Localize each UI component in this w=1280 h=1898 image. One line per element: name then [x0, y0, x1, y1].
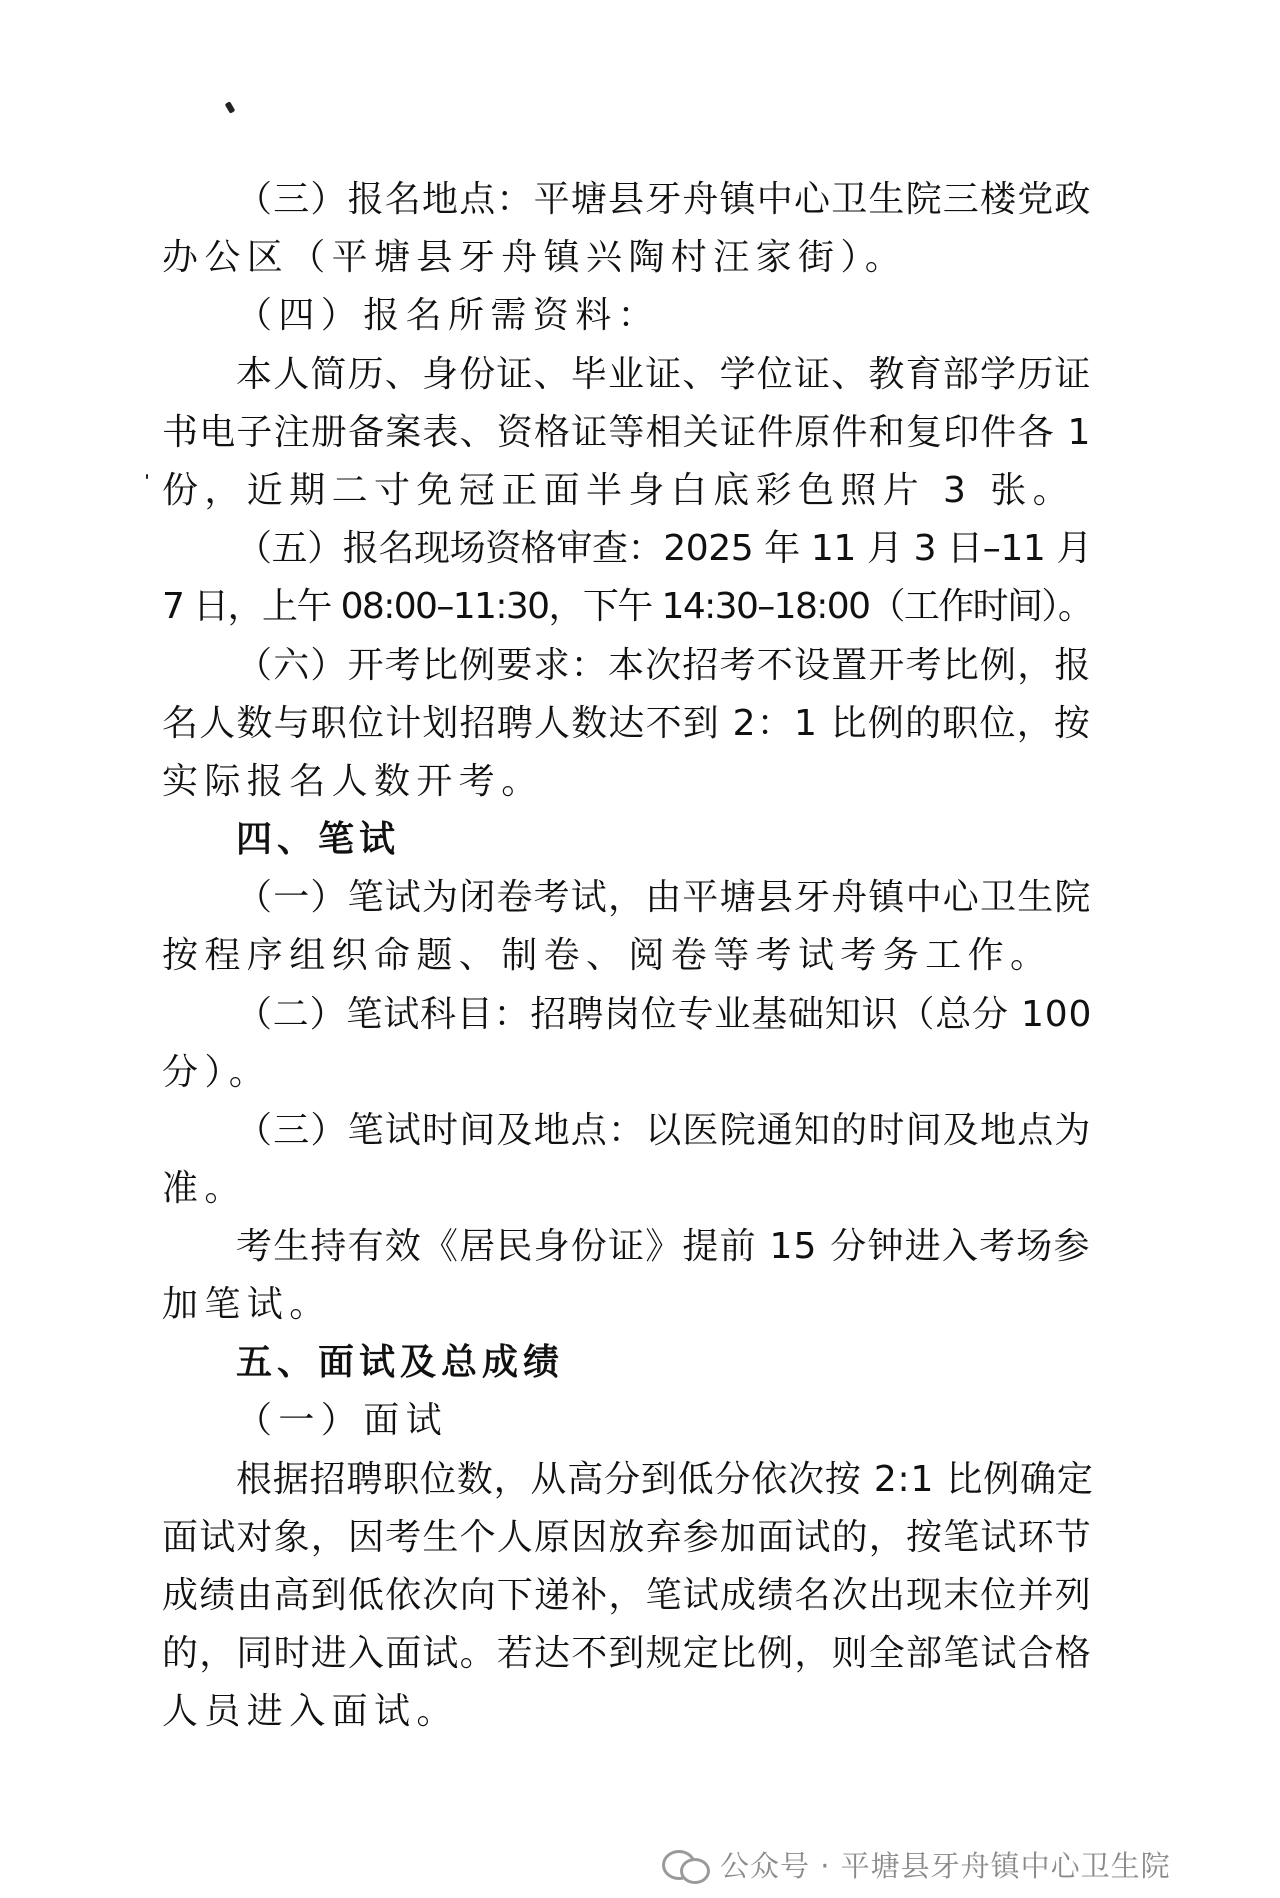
text-line: 分）。 [162, 1052, 272, 1093]
text-line: （五）报名现场资格审查：2025 年 11 月 3 日–11 月 [236, 528, 1092, 569]
text-line: 书电子注册备案表、资格证等相关证件原件和复印件各 1 [162, 412, 1092, 453]
text-line: 成绩由高到低依次向下递补，笔试成绩名次出现末位并列 [162, 1575, 1093, 1616]
scan-speck [225, 101, 236, 114]
section-heading: 五、面试及总成绩 [236, 1342, 565, 1383]
text-line: 根据招聘职位数，从高分到低分依次按 2:1 比例确定 [236, 1459, 1094, 1500]
text-line: 人员进入面试。 [162, 1691, 459, 1732]
wechat-watermark [662, 1842, 1171, 1886]
text-line: 的，同时进入面试。若达不到规定比例，则全部笔试合格 [162, 1633, 1093, 1674]
text-line: 考生持有效《居民身份证》提前 15 分钟进入考场参 [236, 1226, 1091, 1267]
text-line: 份，近期二寸免冠正面半身白底彩色照片 3 张。 [162, 470, 1075, 511]
text-line: （六）开考比例要求：本次招考不设置开考比例，报 [236, 645, 1092, 686]
text-line: 7 日，上午 08:00–11:30，下午 14:30–18:00（工作时间）。 [162, 586, 1093, 627]
text-line: （一）面试 [236, 1400, 449, 1441]
text-line: （一）笔试为闭卷考试，由平塘县牙舟镇中心卫生院 [236, 877, 1092, 918]
text-line: （三）笔试时间及地点：以医院通知的时间及地点为 [236, 1110, 1092, 1151]
text-line: 面试对象，因考生个人原因放弃参加面试的，按笔试环节 [162, 1517, 1093, 1558]
text-line: 办公区（平塘县牙舟镇兴陶村汪家街）。 [162, 237, 908, 278]
watermark-text: 公众号 · 平塘县牙舟镇中心卫生院 [720, 1848, 1171, 1883]
wechat-icon [662, 1846, 708, 1882]
text-line: 实际报名人数开考。 [162, 761, 544, 802]
section-heading: 四、笔试 [236, 819, 401, 860]
text-line: 名人数与职位计划招聘人数达不到 2：1 比例的职位，按 [162, 703, 1092, 744]
text-line: 加笔试。 [162, 1284, 332, 1325]
text-line: 按程序组织命题、制卷、阅卷等考试考务工作。 [162, 935, 1053, 976]
scan-speck [146, 474, 148, 479]
text-line: （四）报名所需资料： [236, 295, 661, 336]
text-line: 准。 [162, 1168, 247, 1209]
text-line: 本人简历、身份证、毕业证、学位证、教育部学历证 [236, 354, 1092, 395]
text-line: （三）报名地点：平塘县牙舟镇中心卫生院三楼党政 [236, 179, 1092, 220]
text-line: （二）笔试科目：招聘岗位专业基础知识（总分 100 [236, 994, 1093, 1035]
